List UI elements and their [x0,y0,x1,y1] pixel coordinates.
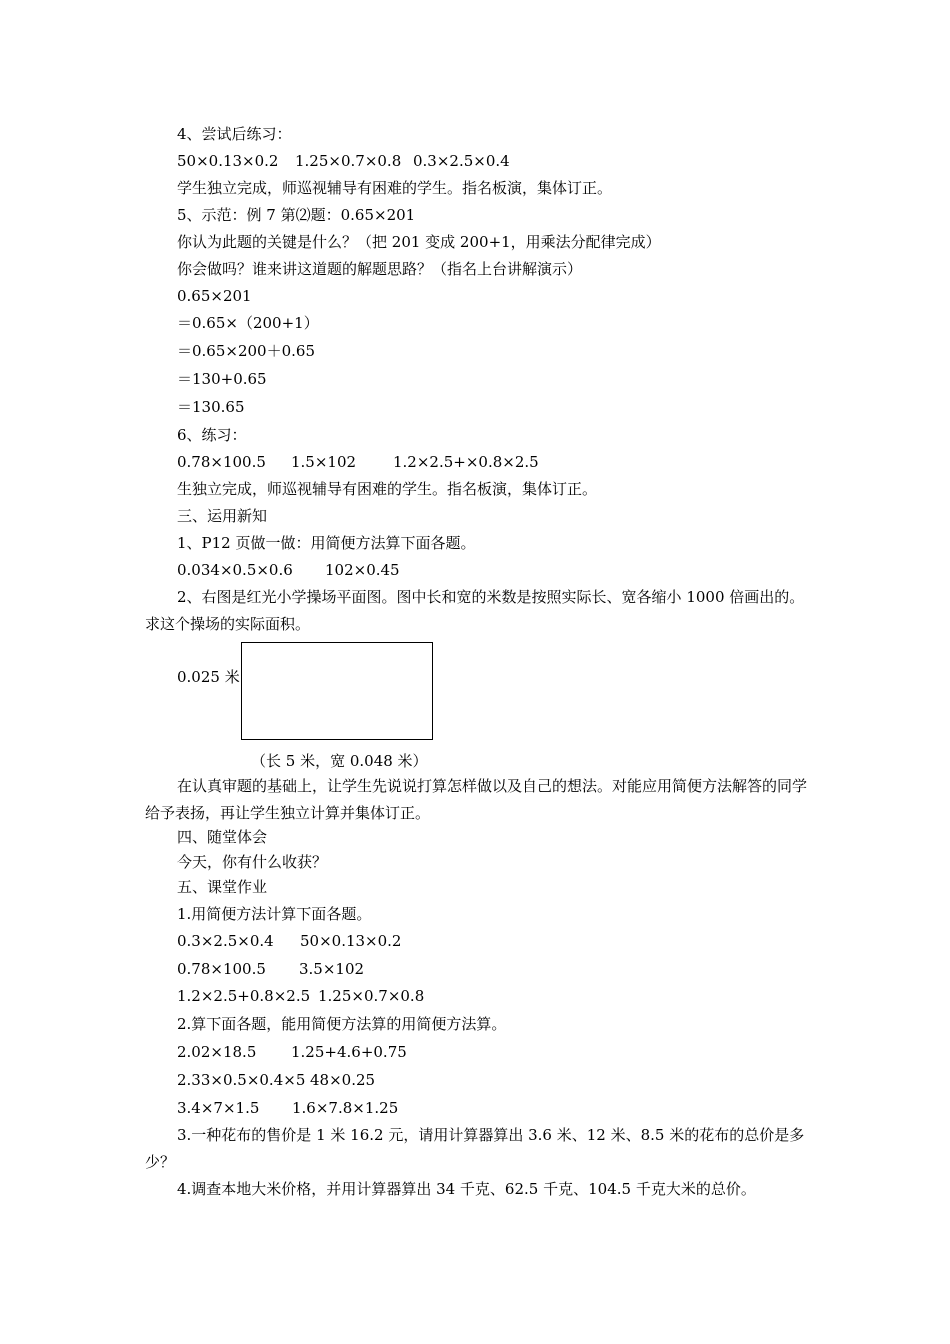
heading-demonstration: 5、示范：例 7 第⑵题：0.65×201 [177,206,416,224]
calc-step: ＝130.65 [177,398,245,416]
expression: 1.2×2.5+×0.8×2.5 [393,453,539,471]
section-heading: 三、运用新知 [177,507,268,525]
expression-row [177,986,424,1006]
expression: 48×0.25 [310,1071,376,1089]
paragraph-field-problem: 2、右图是红光小学操场平面图。图中长和宽的米数是按照实际长、宽各缩小 1000 倍画出的。求这个操场的实际面积。 [145,588,805,633]
calc-step: ＝0.65×（200+1） [177,314,319,332]
expression: 1.25×0.7×0.8 [318,987,425,1005]
expression: 0.78×100.5 [177,960,266,978]
expression-row [177,452,539,472]
expression: 50×0.13×0.2 [300,932,402,950]
text-line: 生独立完成，师巡视辅导有困难的学生。指名板演，集体订正。 [177,480,598,498]
expression-row [177,959,364,979]
text-line: 1.用简便方法计算下面各题。 [177,905,372,923]
expression: 1.2×2.5+0.8×2.5 [177,987,311,1005]
text-line: 1、P12 页做一做：用简便方法算下面各题。 [177,534,476,552]
expression: 102×0.45 [325,561,400,579]
field-rectangle [241,642,433,740]
expression-row [177,1042,407,1062]
expression: 1.25×0.7×0.8 [295,152,402,170]
calc-step: ＝130+0.65 [177,370,267,388]
paragraph-rice-problem: 4.调查本地大米价格，并用计算器算出 34 千克、62.5 千克、104.5 千克大米的总价。 [177,1180,756,1198]
section-heading: 四、随堂体会 [177,828,268,846]
expression: 0.3×2.5×0.4 [413,152,510,170]
text-line: 学生独立完成，师巡视辅导有困难的学生。指名板演，集体订正。 [177,179,613,197]
text-line: 今天，你有什么收获？ [177,853,328,871]
expression: 0.034×0.5×0.6 [177,561,293,579]
figure-caption: （长 5 米，宽 0.048 米） [251,752,428,770]
expression: 2.02×18.5 [177,1043,257,1061]
paragraph-cloth-problem: 3.一种花布的售价是 1 米 16.2 元，请用计算器算出 3.6 米、12 米、8.5 米的花布的总价是多少？ [145,1126,805,1171]
expression: 0.3×2.5×0.4 [177,932,274,950]
text-line: 你会做吗？谁来讲这道题的解题思路？（指名上台讲解演示） [177,260,583,278]
expression: 1.5×102 [291,453,357,471]
expression: 50×0.13×0.2 [177,152,279,170]
expression: 2.33×0.5×0.4×5 [177,1071,306,1089]
expression-row [177,931,401,951]
heading-practice: 6、练习： [177,426,247,444]
figure-width-label: 0.025 米 [177,668,240,686]
expression: 1.6×7.8×1.25 [292,1099,399,1117]
section-heading: 五、课堂作业 [177,878,268,896]
expression: 3.4×7×1.5 [177,1099,260,1117]
expression-row [177,560,400,580]
expression: 1.25+4.6+0.75 [291,1043,407,1061]
expression: 3.5×102 [299,960,365,978]
expression: 0.78×100.5 [177,453,266,471]
paragraph-method: 在认真审题的基础上，让学生先说说打算怎样做以及自己的想法。对能应用简便方法解答的同学给予表扬，再让学生独立计算并集体订正。 [145,777,808,822]
expression-row [177,1070,375,1090]
calc-step: 0.65×201 [177,287,252,305]
expression-row [177,151,510,171]
heading-try-practice: 4、尝试后练习： [177,125,292,143]
expression-row [177,1098,398,1118]
text-line: 2.算下面各题，能用简便方法算的用简便方法算。 [177,1015,507,1033]
text-line: 你认为此题的关键是什么？（把 201 变成 200+1，用乘法分配律完成） [177,233,661,251]
calc-step: ＝0.65×200＋0.65 [177,342,315,360]
